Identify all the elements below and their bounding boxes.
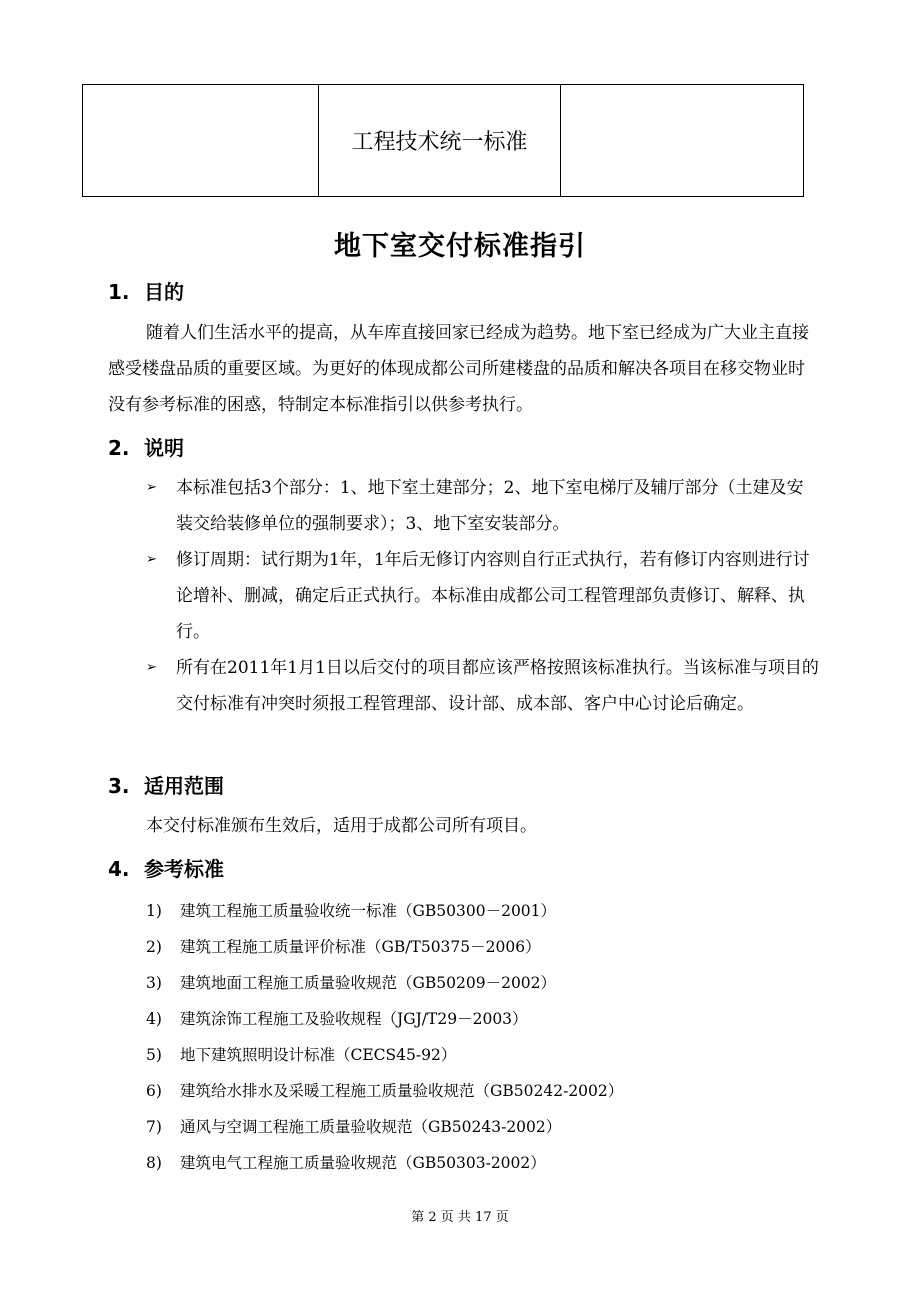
reference-number: 1) bbox=[146, 902, 162, 920]
reference-number: 4) bbox=[146, 1010, 162, 1028]
header-table bbox=[82, 84, 804, 197]
reference-item bbox=[146, 929, 623, 965]
reference-item bbox=[146, 1001, 623, 1037]
purpose-paragraph: 随着人们生活水平的提高，从车库直接回家已经成为趋势。地下室已经成为广大业主直接感受楼盘品质的重要区域。为更好的体现成都公司所建楼盘的品质和解决各项目在移交物业时没有参考标准的困惑，特制定本标准指引以供参考执行。 bbox=[108, 323, 809, 415]
reference-number: 3) bbox=[146, 974, 162, 992]
reference-item bbox=[146, 1037, 623, 1073]
scope-paragraph: 本交付标准颁布生效后，适用于成都公司所有项目。 bbox=[146, 816, 537, 836]
reference-item bbox=[146, 1073, 623, 1109]
reference-text: 地下建筑照明设计标准（CECS45-92） bbox=[180, 1046, 457, 1064]
arrow-right-icon: ➢ bbox=[146, 480, 157, 495]
section-heading-description bbox=[108, 432, 184, 461]
reference-text: 建筑工程施工质量验收统一标准（GB50300－2001） bbox=[180, 902, 557, 920]
arrow-right-icon: ➢ bbox=[146, 552, 157, 567]
section-title: 适用范围 bbox=[144, 774, 224, 798]
section-heading-purpose bbox=[108, 276, 184, 305]
section-number: 2. bbox=[108, 436, 130, 460]
header-cell-left bbox=[83, 85, 319, 196]
header-title: 工程技术统一标准 bbox=[351, 130, 528, 155]
bullet-text: 所有在2011年1月1日以后交付的项目都应该严格按照该标准执行。当该标准与项目的交付标准有冲突时须报工程管理部、设计部、成本部、客户中心讨论后确定。 bbox=[176, 658, 819, 714]
reference-list bbox=[146, 893, 623, 1181]
section-title: 说明 bbox=[144, 436, 184, 460]
reference-item bbox=[146, 1145, 623, 1181]
header-cell-center bbox=[319, 85, 561, 196]
page-footer: 第 2 页 共 17 页 bbox=[411, 1210, 509, 1225]
reference-item bbox=[146, 965, 623, 1001]
reference-text: 建筑电气工程施工质量验收规范（GB50303-2002） bbox=[180, 1154, 546, 1172]
reference-text: 建筑工程施工质量评价标准（GB/T50375－2006） bbox=[180, 938, 541, 956]
section-number: 3. bbox=[108, 774, 130, 798]
reference-text: 通风与空调工程施工质量验收规范（GB50243-2002） bbox=[180, 1118, 562, 1136]
reference-item bbox=[146, 893, 623, 929]
reference-text: 建筑地面工程施工质量验收规范（GB50209－2002） bbox=[180, 974, 557, 992]
reference-number: 6) bbox=[146, 1082, 162, 1100]
reference-number: 5) bbox=[146, 1046, 162, 1064]
section-title: 目的 bbox=[144, 280, 184, 304]
reference-text: 建筑给水排水及采暖工程施工质量验收规范（GB50242-2002） bbox=[180, 1082, 624, 1100]
document-title: 地下室交付标准指引 bbox=[334, 231, 586, 262]
reference-item bbox=[146, 1109, 623, 1145]
section-number: 1. bbox=[108, 280, 130, 304]
bullet-text: 本标准包括3个部分：1、地下室土建部分；2、地下室电梯厅及辅厅部分（土建及安装交给装修单位的强制要求）；3、地下室安装部分。 bbox=[176, 478, 804, 534]
reference-number: 8) bbox=[146, 1154, 162, 1172]
bullet-item bbox=[146, 470, 820, 542]
reference-number: 7) bbox=[146, 1118, 162, 1136]
section-title: 参考标准 bbox=[144, 857, 224, 881]
bullet-item bbox=[146, 650, 820, 722]
section-heading-references bbox=[108, 853, 224, 882]
header-cell-right bbox=[561, 85, 803, 196]
section-number: 4. bbox=[108, 857, 130, 881]
section-heading-scope bbox=[108, 770, 224, 799]
reference-number: 2) bbox=[146, 938, 162, 956]
bullet-text: 修订周期：试行期为1年，1年后无修订内容则自行正式执行，若有修订内容则进行讨论增补、删减，确定后正式执行。本标准由成都公司工程管理部负责修订、解释、执行。 bbox=[176, 550, 810, 642]
reference-text: 建筑涂饰工程施工及验收规程（JGJ/T29－2003） bbox=[180, 1010, 528, 1028]
arrow-right-icon: ➢ bbox=[146, 660, 157, 675]
bullet-item bbox=[146, 542, 820, 650]
